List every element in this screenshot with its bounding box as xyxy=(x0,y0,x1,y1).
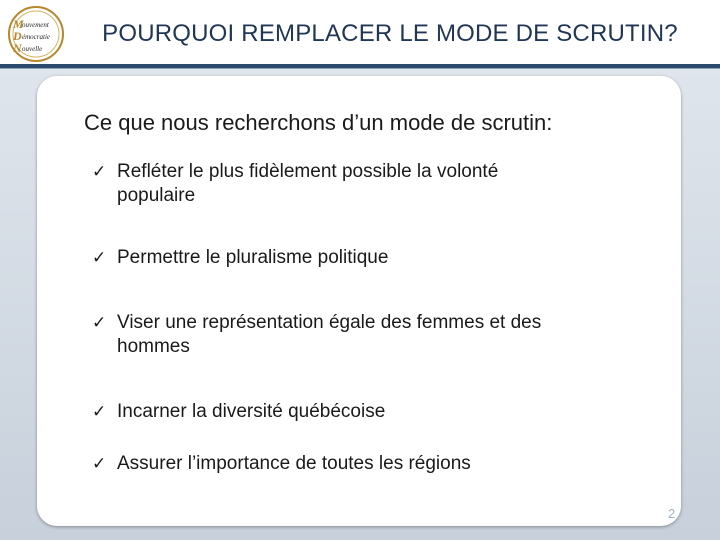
list-item xyxy=(92,160,662,208)
list-item-text: Refléter le plus fidèlement possible la volonté xyxy=(117,161,499,182)
list-item-text: Viser une représentation égale des femmes et des xyxy=(117,312,542,333)
checkmark-icon: ✓ xyxy=(92,454,107,474)
criteria-list xyxy=(92,160,662,476)
content-subtitle: Ce que nous recherchons d’un mode de scrutin: xyxy=(84,110,553,135)
logo-line-3: ouvelle xyxy=(22,45,43,53)
logo-graphic xyxy=(6,4,66,64)
logo-line-1: ouvement xyxy=(22,21,49,29)
list-item xyxy=(92,400,662,424)
checkmark-icon: ✓ xyxy=(92,162,107,182)
page-number: 2 xyxy=(668,506,676,521)
slide-title: POURQUOI REMPLACER LE MODE DE SCRUTIN? xyxy=(102,20,678,47)
list-item xyxy=(92,311,662,359)
list-item-text: Permettre le pluralisme politique xyxy=(117,247,389,268)
list-item-text: Assurer l’importance de toutes les régions xyxy=(117,453,471,474)
checkmark-icon: ✓ xyxy=(92,248,107,268)
mdn-logo xyxy=(6,4,66,64)
logo-initial-n: N xyxy=(13,41,22,55)
list-item-text-continued: populaire xyxy=(117,185,196,206)
list-item-text: Incarner la diversité québécoise xyxy=(117,401,386,422)
slide-header xyxy=(0,0,720,66)
logo-initial-d: D xyxy=(13,29,22,43)
list-item-text-continued: hommes xyxy=(117,336,190,357)
list-item xyxy=(92,246,662,270)
list-item xyxy=(92,452,662,476)
logo-line-2: émocratie xyxy=(22,33,50,41)
checkmark-icon: ✓ xyxy=(92,313,107,333)
checkmark-icon: ✓ xyxy=(92,402,107,422)
logo-initial-m: M xyxy=(13,17,24,31)
